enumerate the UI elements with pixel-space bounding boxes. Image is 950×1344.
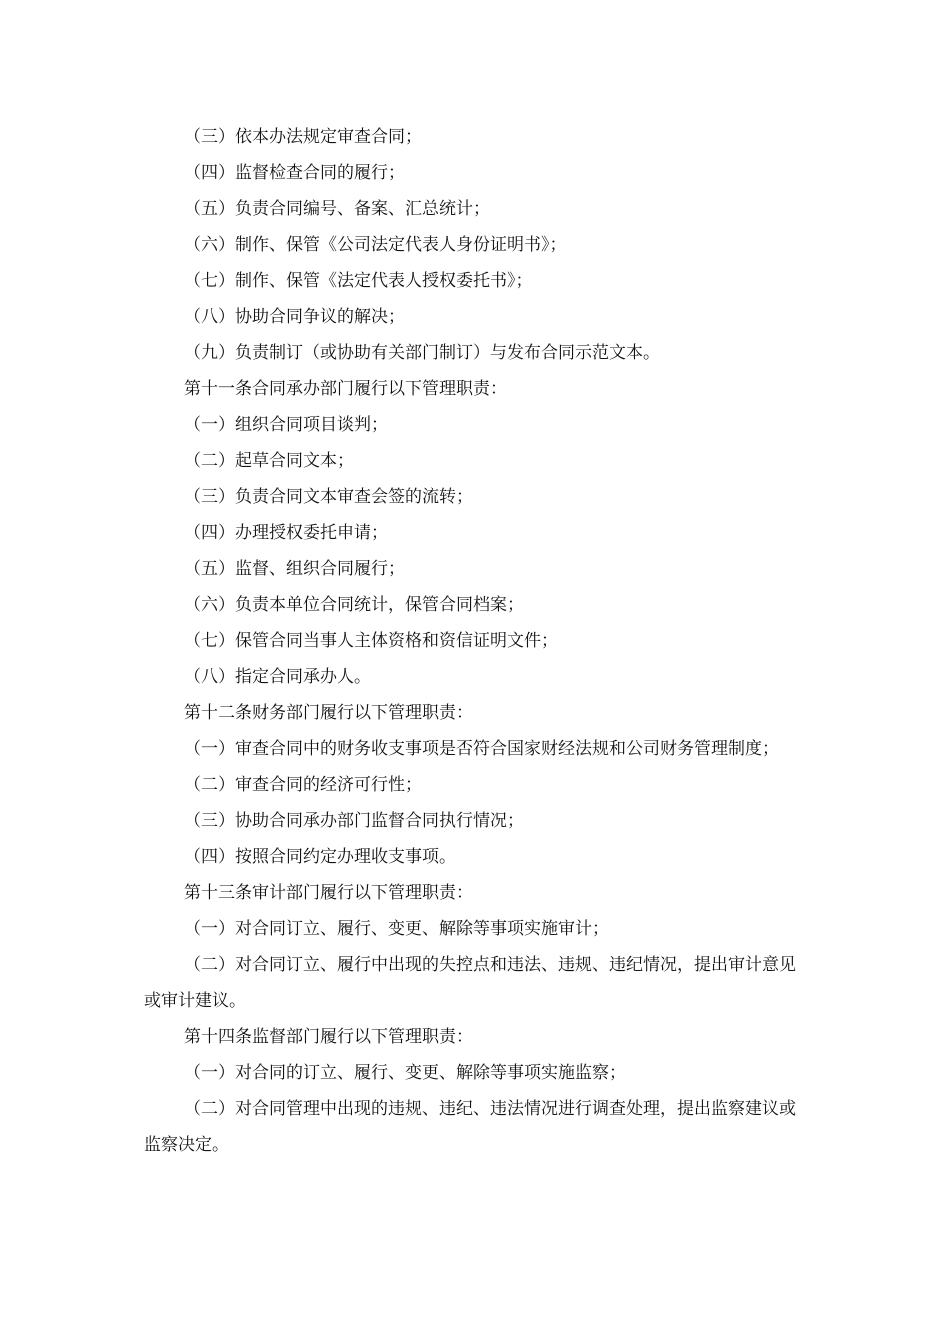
paragraph: （八）协助合同争议的解决； [184,307,405,327]
paragraph: （一）组织合同项目谈判； [184,415,388,435]
article-heading: 第十四条监督部门履行以下管理职责： [184,1027,473,1047]
paragraph: （七）保管合同当事人主体资格和资信证明文件； [184,631,558,651]
article-heading: 第十一条合同承办部门履行以下管理职责： [184,379,507,399]
paragraph: （五）监督、组织合同履行； [184,559,405,579]
paragraph: （四）办理授权委托申请； [184,523,388,543]
paragraph: （八）指定合同承办人。 [184,667,371,687]
paragraph: （九）负责制订（或协助有关部门制订）与发布合同示范文本。 [184,343,660,363]
paragraph: （五）负责合同编号、备案、汇总统计； [184,199,490,219]
article-heading: 第十三条审计部门履行以下管理职责： [184,883,473,903]
paragraph: （六）制作、保管《公司法定代表人身份证明书》； [184,235,567,255]
paragraph: （一）对合同的订立、履行、变更、解除等事项实施监察； [184,1063,626,1083]
paragraph: （六）负责本单位合同统计，保管合同档案； [184,595,524,615]
paragraph: （一）审查合同中的财务收支事项是否符合国家财经法规和公司财务管理制度； [184,739,779,759]
paragraph: （二）起草合同文本； [184,451,354,471]
article-heading: 第十二条财务部门履行以下管理职责： [184,703,473,723]
paragraph: （四）按照合同约定办理收支事项。 [184,847,456,867]
paragraph: （二）对合同管理中出现的违规、违纪、违法情况进行调查处理，提出监察建议或监察决定。 [144,1099,796,1155]
paragraph: （三）负责合同文本审查会签的流转； [184,487,473,507]
document-body [144,119,808,1163]
paragraph: （七）制作、保管《法定代表人授权委托书》； [184,271,533,291]
paragraph: （四）监督检查合同的履行； [184,163,405,183]
paragraph: （二）审查合同的经济可行性； [184,775,422,795]
paragraph: （二）对合同订立、履行中出现的失控点和违法、违规、违纪情况，提出审计意见或审计建议。 [144,955,796,1011]
paragraph: （一）对合同订立、履行、变更、解除等事项实施审计； [184,919,609,939]
paragraph: （三）协助合同承办部门监督合同执行情况； [184,811,524,831]
paragraph: （三）依本办法规定审查合同； [184,127,422,147]
